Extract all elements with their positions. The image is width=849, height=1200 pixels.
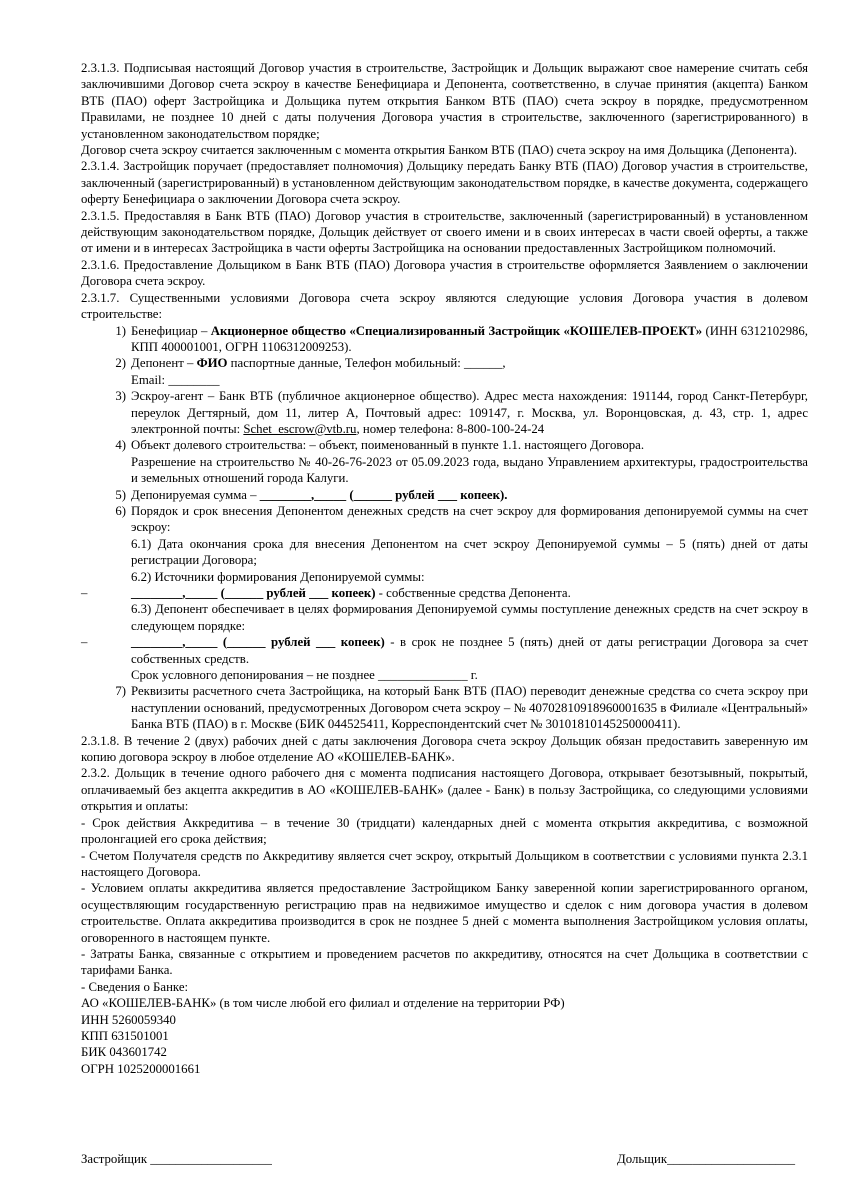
bank-kpp: КПП 631501001 xyxy=(81,1028,169,1043)
list-item xyxy=(81,487,808,503)
list-number: 7) xyxy=(115,684,126,699)
permit-text: Разрешение на строительство № 40-26-76-2023 от 05.09.2023 года, выдано Управлением архитектуры, градостроительства и земельных отношений города Калуги. xyxy=(131,454,808,486)
clause-2317: 2.3.1.7. Существенными условиями Договора счета эскроу являются следующие условия Договора участия в долевом строительстве: xyxy=(81,290,808,322)
list-number: 2) xyxy=(115,356,126,371)
bank-ogrn: ОГРН 1025200001661 xyxy=(81,1061,201,1076)
depositor-name: ФИО xyxy=(196,356,228,371)
condition-payment: - Условием оплаты аккредитива является предоставление Застройщиком Банку заверенной копии зарегистрированного органом, осуществляющим государственную регистрацию прав на недвижимое имущество и сделок с ним договора участия в долевом строительстве. Оплата аккредитива производится в срок не позднее 5 дней с момента выполнения Застройщиком условия оплаты, оговоренного в настоящем пункте. xyxy=(81,881,808,945)
list-item xyxy=(81,355,808,388)
depositor-email: Email: ________ xyxy=(131,372,220,387)
clause-2313-a: 2.3.1.3. Подписывая настоящий Договор участия в строительстве, Застройщик и Дольщик выражают свое намерение считать себя заключившими Договор счета эскроу в качестве Бенефициара и Депонента, соответственно, в случае принятия (акцепта) Банком ВТБ (ПАО) оферт Застройщика и Дольщика путем открытия Банком ВТБ (ПАО) счета эскроу в порядке, предусмотренном Правилами, не позднее 10 дней с даты получения Договора участия в строительстве, заключенного (зарегистрированного) в установленном законодательством порядке; xyxy=(81,61,808,141)
subclause-6-1: 6.1) Дата окончания срока для внесения Депонентом на счет эскроу Депонируемой суммы – 5 (пять) дней от даты регистрации Договора; xyxy=(131,536,808,568)
clause-2314: 2.3.1.4. Застройщик поручает (предоставляет полномочия) Дольщику передать Банку ВТБ (ПАО) Договор участия в строительстве, заключенный (зарегистрированный) в установленном действующим законодательством порядке, в качестве документа, содержащего оферту Бенефициара о заключении Договора счета эскроу. xyxy=(81,159,808,207)
clause-2316: 2.3.1.6. Предоставление Дольщиком в Банк ВТБ (ПАО) Договора участия в строительстве оформляется Заявлением о заключении Договора счета эскроу. xyxy=(81,257,808,289)
list-number: 4) xyxy=(115,438,126,453)
deposit-sum-value: ________,_____ (______ рублей ___ копеек). xyxy=(259,487,508,502)
list-item xyxy=(81,388,808,437)
conditional-deposit-term: Срок условного депонирования – не позднее ______________ г. xyxy=(131,668,478,683)
list-item xyxy=(81,601,808,634)
clause-2313-b: Договор счета эскроу считается заключенным с момента открытия Банком ВТБ (ПАО) счета эскроу на имя Дольщика (Депонента). xyxy=(81,143,798,158)
escrow-agent-text: Эскроу-агент – Банк ВТБ (публичное акционерное общество). Адрес места нахождения: 191144, город Санкт-Петербург, переулок Дегтярный, дом 11, литер А, Почтовый адрес: 109147, г. Москва, ул. Воронцовская, д. 43, стр. 1, адрес электронной почты: xyxy=(131,389,808,436)
clause-2318: 2.3.1.8. В течение 2 (двух) рабочих дней с даты заключения Договора счета эскроу Дольщик обязан предоставить заверенную им копию договора эскроу в любое отделение АО «КОШЕЛЕВ-БАНК». xyxy=(81,733,808,765)
bank-info-heading: - Сведения о Банке: xyxy=(81,979,189,994)
list-item xyxy=(81,683,808,732)
condition-term: - Срок действия Аккредитива – в течение 30 (тридцати) календарных дней с момента открытия аккредитива, с возможной пролонгацией его срока действия; xyxy=(81,815,808,847)
developer-signature-line: Застройщик ___________________ xyxy=(81,1152,272,1166)
escrow-email-link[interactable]: Schet_escrow@vtb.ru xyxy=(243,421,357,436)
dash-row xyxy=(81,634,808,667)
depositor-label: Депонент – xyxy=(131,356,197,371)
condition-costs: - Затраты Банка, связанные с открытием и проведением расчетов по аккредитиву, относятся на счет Дольщика в соответствии с тарифами Банка. xyxy=(81,946,808,978)
clause-2315: 2.3.1.5. Предоставляя в Банк ВТБ (ПАО) Договор участия в строительстве, заключенный (зарегистрированный) в установленном действующим законодательством порядке, Дольщик действует от своего имени и в своих интересах в части своей оферты, а также от имени и в интересах Застройщика в части оферты Застройщика на основании предоставленных Застройщиком полномочий. xyxy=(81,208,808,256)
deposit-order-text: Порядок и срок внесения Депонентом денежных средств на счет эскроу для формирования депонируемой суммы на счет эскроу: xyxy=(131,503,808,535)
subclause-6-2: 6.2) Источники формирования Депонируемой суммы: xyxy=(131,569,425,584)
list-item xyxy=(81,667,808,683)
list-number: 5) xyxy=(115,487,126,502)
list-number: 6) xyxy=(115,503,126,518)
sum-blank: ________,_____ (______ рублей ___ копеек) xyxy=(131,586,376,600)
essential-terms-list xyxy=(81,323,808,733)
sum-blank: ________,_____ (______ рублей ___ копеек) xyxy=(131,635,385,650)
depositor-details: паспортные данные, Телефон мобильный: ______, xyxy=(227,356,506,371)
condition-recipient: - Счетом Получателя средств по Аккредитиву является счет эскроу, открытый Дольщиком в соответствии с условиями пункта 2.3.1 настоящего Договора. xyxy=(81,848,808,879)
bank-name: АО «КОШЕЛЕВ-БАНК» (в том числе любой его филиал и отделение на территории РФ) xyxy=(81,996,565,1011)
account-details: Реквизиты расчетного счета Застройщика, на который Банк ВТБ (ПАО) переводит денежные средства со счета эскроу при наступлении оснований, предусмотренных Договором счета эскроу – № 40702810918960001635 в Филиале «Центральный» Банка ВТБ (ПАО) в г. Москве (БИК 044525411, Корреспондентский счет № 30101810145250000411). xyxy=(131,684,808,732)
list-item xyxy=(81,437,808,486)
bank-inn: ИНН 5260059340 xyxy=(81,1012,176,1027)
clause-232: 2.3.2. Дольщик в течение одного рабочего дня с момента подписания настоящего Договора, открывает безотзывный, покрытый, оплачиваемый без акцепта аккредитив в АО «КОШЕЛЕВ-БАНК» (далее - Банк) в пользу Застройщика, со следующими условиями открытия и оплаты: xyxy=(81,766,808,814)
deposit-sum-label: Депонируемая сумма – xyxy=(131,487,260,502)
object-text: Объект долевого строительства: – объект, поименованный в пункте 1.1. настоящего Договора. xyxy=(131,438,645,453)
list-number: 3) xyxy=(115,389,126,404)
beneficiary-details: (ИНН 6312102986, КПП 400001001, ОГРН 1106312009253). xyxy=(131,323,808,354)
dash-mark: – xyxy=(81,586,88,600)
document-page xyxy=(81,60,808,1077)
dash-mark: – xyxy=(81,635,88,650)
own-funds-text: - собственные средства Депонента. xyxy=(375,586,571,600)
dash-row xyxy=(81,585,808,601)
list-number: 1) xyxy=(115,323,126,338)
deposit-term-text: - в срок не позднее 5 (пять) дней от даты регистрации Договора за счет собственных средств. xyxy=(131,635,809,666)
subclause-6-3: 6.3) Депонент обеспечивает в целях формирования Депонируемой суммы поступление денежных средств на счет эскроу в следующем порядке: xyxy=(131,602,808,633)
shareholder-signature-line: Дольщик____________________ xyxy=(617,1152,796,1166)
list-item xyxy=(81,503,808,585)
beneficiary-name: Акционерное общество «Специализированный Застройщик «КОШЕЛЕВ-ПРОЕКТ» xyxy=(210,323,703,338)
bank-bik: БИК 043601742 xyxy=(81,1045,167,1060)
list-item xyxy=(81,323,808,356)
escrow-phone: , номер телефона: 8-800-100-24-24 xyxy=(356,421,545,436)
beneficiary-label: Бенефициар – xyxy=(131,323,211,338)
